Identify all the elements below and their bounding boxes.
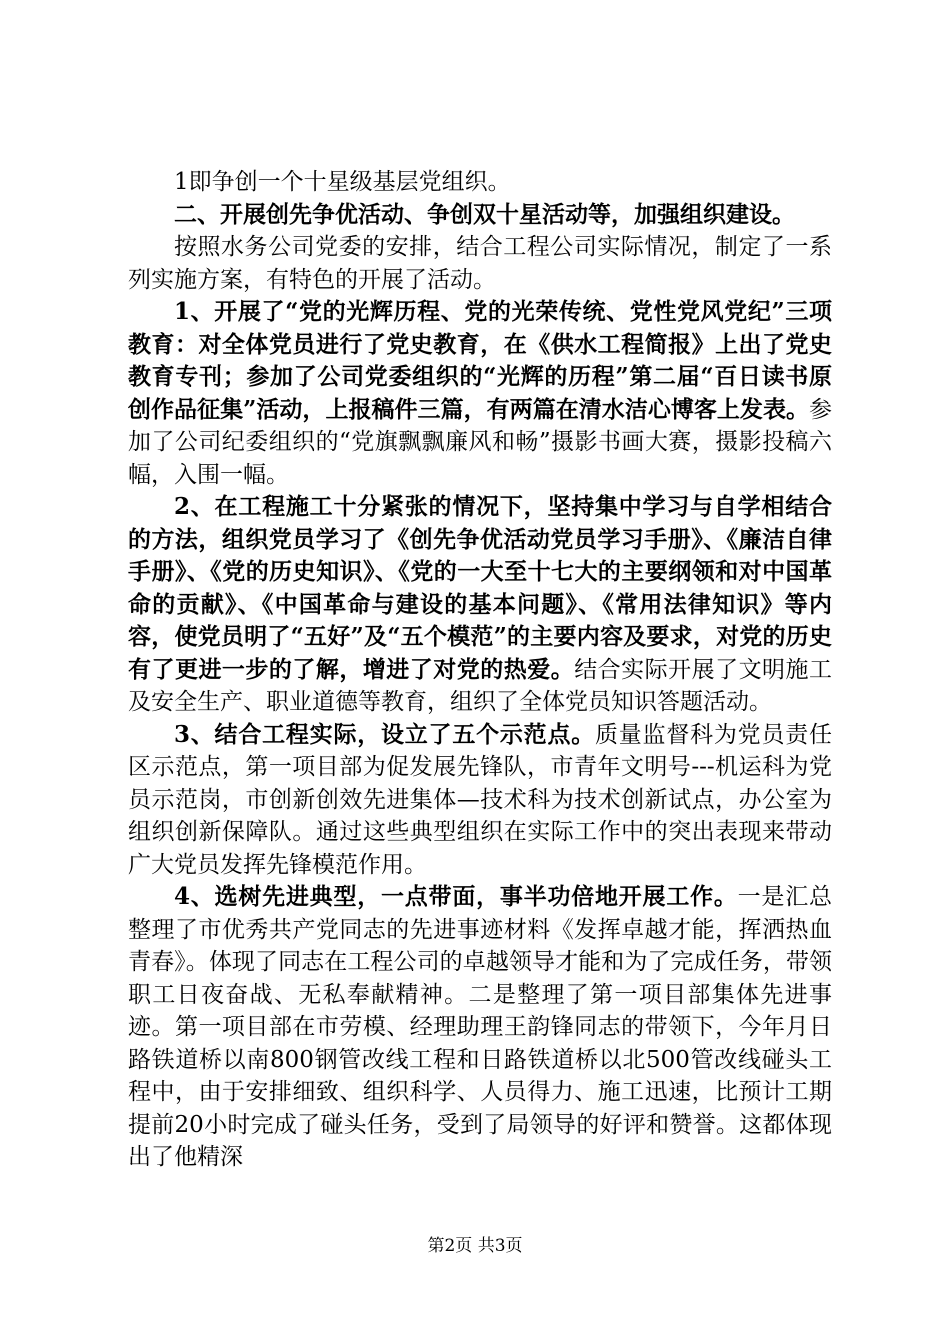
paragraph-intro bbox=[128, 231, 832, 296]
paragraph-item-3 bbox=[128, 719, 832, 882]
paragraph-item-2-text: 结合实际开展了文明施工及安全生产、职业道德等教育，组织了全体党员知识答题活动。 bbox=[128, 656, 833, 715]
section-heading-text: 二、开展创先争优活动、争创双十星活动等，加强组织建设。 bbox=[174, 200, 795, 228]
paragraph-item-4-text: 一是汇总整理了市优秀共产党同志的先进事迹材料《发挥卓越才能，挥洒热血青春》。体现了同志在工程公司的卓越领导才能和为了完成任务，带领职工日夜奋战、无私奉献精神。二是整理了第一项目部集体先进事迹。第一项目部在市劳模、经理助理王韵锋同志的带领下，今年月日路铁道桥以南800钢管改线工程和日路铁道桥以北500管改线碰头工程中，由于安排细致、组织科学、人员得力、施工迅速，比预计工期提前20小时完成了碰头任务，受到了局领导的好评和赞誉。这都体现出了他精深 bbox=[128, 884, 832, 1170]
paragraph-item-1-text: 参加了公司纪委组织的“党旗飘飘廉风和畅”摄影书画大赛，摄影投稿六幅，入围一幅。 bbox=[128, 396, 832, 488]
paragraph-item-4-lead: 4、选树先进典型，一点带面，事半功倍地开展工作。 bbox=[174, 883, 738, 910]
paragraph-item-1 bbox=[128, 296, 832, 491]
paragraph-item-1-lead: 1、开展了“党的光辉历程、党的光荣传统、党性党风党纪”三项教育：对全体党员进行了党史教育，在《供水工程简报》上出了党史教育专刊；参加了公司党委组织的“光辉的历程”第二届“百日读书原创作品征集”活动，上报稿件三篇，有两篇在清水洁心博客上发表。 bbox=[128, 298, 832, 423]
paragraph-item-2-lead: 2、在工程施工十分紧张的情况下，坚持集中学习与自学相结合的方法，组织党员学习了《创先争优活动党员学习手册》、《廉洁自律手册》、《党的历史知识》、《党的一大至十七大的主要纲领和对中国革命的贡献》、《中国革命与建设的基本问题》、《常用法律知识》等内容，使党员明了“五好”及“五个模范”的主要内容及要求，对党的历史有了更进一步的了解，增进了对党的热爱。 bbox=[128, 493, 832, 683]
paragraph-0-text: 1即争创一个十星级基层党组织。 bbox=[174, 169, 511, 195]
page-number-label: 第2页 共3页 bbox=[427, 1236, 523, 1256]
page-footer bbox=[0, 1236, 950, 1256]
paragraph-item-2 bbox=[128, 491, 832, 719]
section-heading bbox=[128, 199, 832, 232]
paragraph-item-3-lead: 3、结合工程实际，设立了五个示范点。 bbox=[174, 720, 595, 748]
paragraph-intro-text: 按照水务公司党委的安排，结合工程公司实际情况，制定了一系列实施方案，有特色的开展了活动。 bbox=[128, 234, 832, 293]
paragraph-item-4 bbox=[128, 881, 832, 1174]
paragraph-item-3-text: 质量监督科为党员责任区示范点，第一项目部为促发展先锋队，市青年文明号---机运科为党员示范岗，市创新创效先进集体—技术科为技术创新试点，办公室为组织创新保障队。通过这些典型组织在实际工作中的突出表现来带动广大党员发挥先锋模范作用。 bbox=[128, 721, 832, 878]
document-body bbox=[128, 166, 832, 1174]
paragraph-0 bbox=[128, 166, 832, 199]
